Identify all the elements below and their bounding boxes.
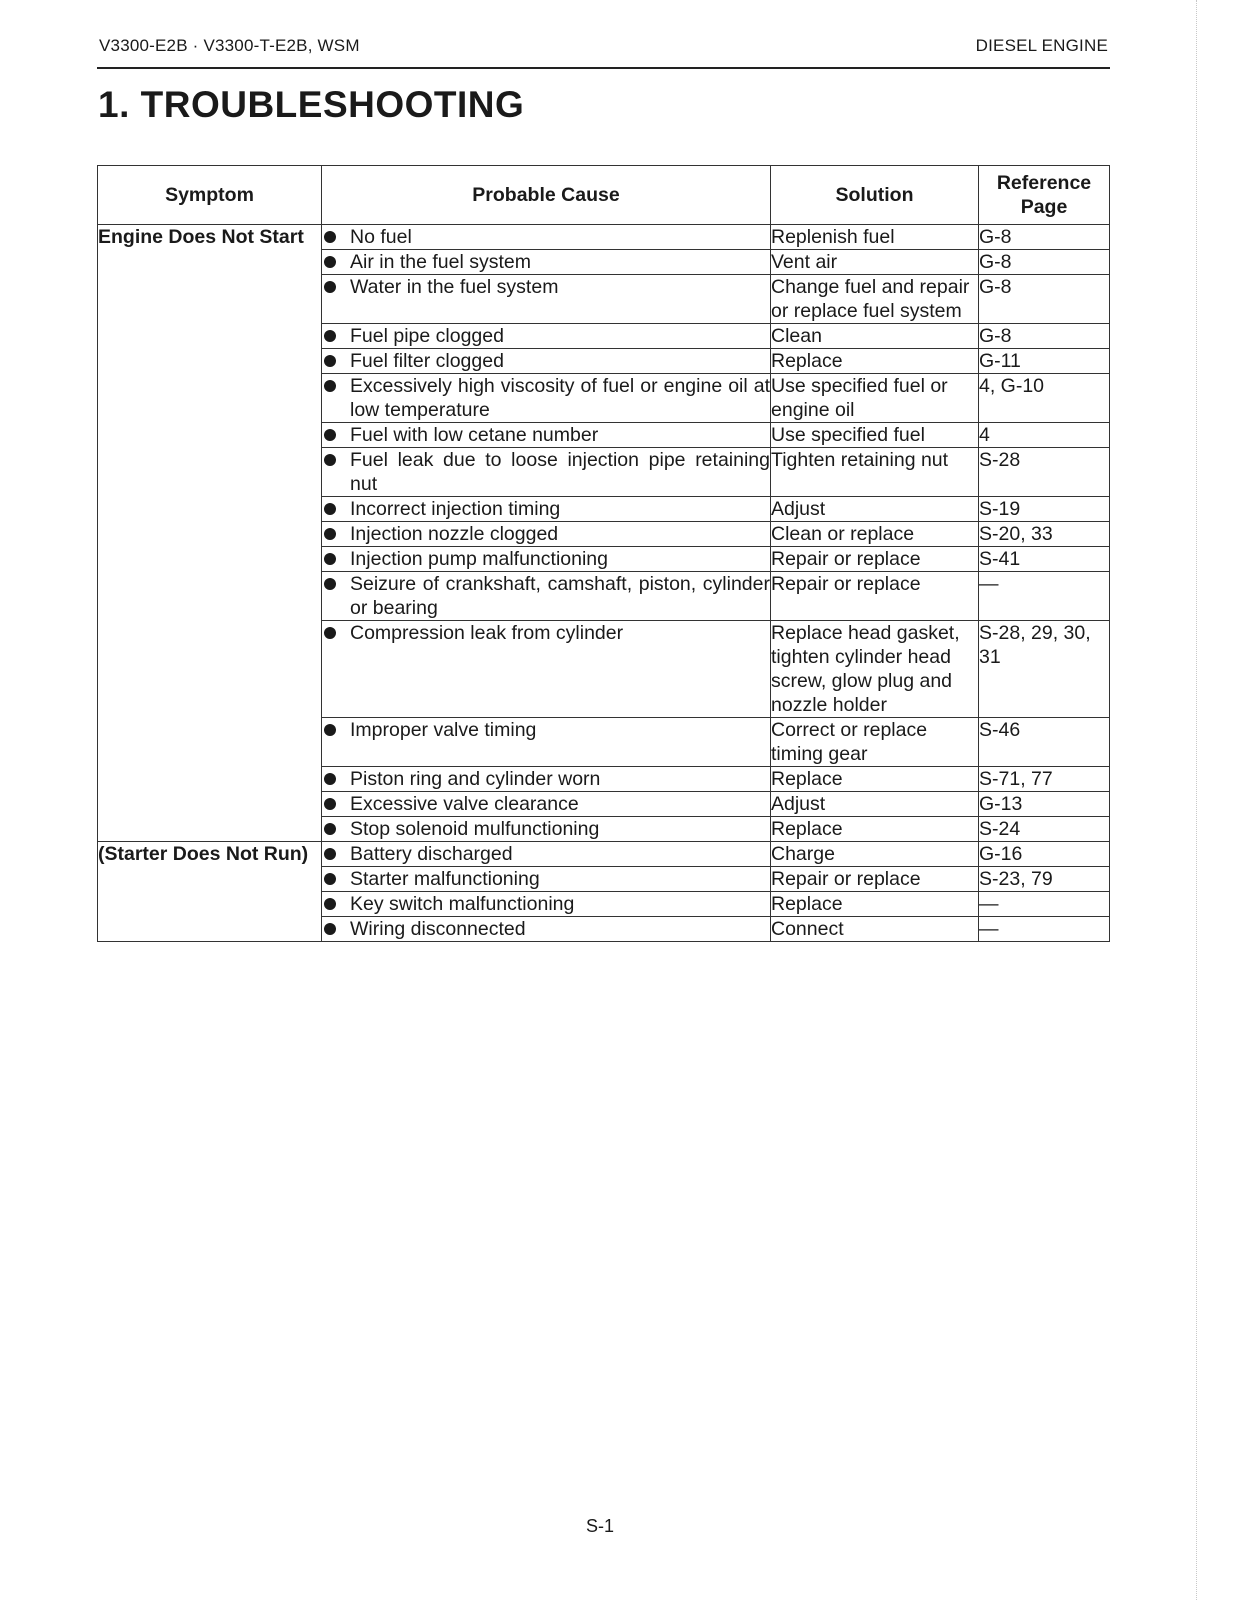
solution-cell: Clean or replace: [771, 522, 979, 547]
symptom-cell: Engine Does Not Start: [98, 225, 322, 842]
cause-text: Injection nozzle clogged: [350, 523, 559, 545]
page-title: 1. TROUBLESHOOTING: [98, 84, 525, 125]
solution-cell: Repair or replace: [771, 572, 979, 621]
cause-cell: [322, 867, 771, 892]
bullet-icon: [324, 848, 336, 860]
cause-cell: [322, 374, 771, 423]
cause-text: No fuel: [350, 226, 412, 248]
bullet-icon: [324, 528, 336, 540]
bullet-icon: [324, 231, 336, 243]
reference-cell: G-8: [979, 324, 1110, 349]
solution-cell: Tighten retaining nut: [771, 448, 979, 497]
cause-text: Piston ring and cylinder worn: [350, 768, 601, 790]
header-probable-cause: Probable Cause: [322, 166, 771, 225]
solution-cell: Replace: [771, 817, 979, 842]
header-symptom: Symptom: [98, 166, 322, 225]
reference-cell: S-41: [979, 547, 1110, 572]
cause-cell: [322, 225, 771, 250]
solution-cell: Repair or replace: [771, 547, 979, 572]
cause-cell: [322, 767, 771, 792]
cause-text: Incorrect injection timing: [350, 498, 561, 520]
cause-cell: [322, 817, 771, 842]
solution-cell: Adjust: [771, 497, 979, 522]
bullet-icon: [324, 281, 336, 293]
solution-cell: Clean: [771, 324, 979, 349]
page-number: S-1: [585, 1516, 614, 1536]
cause-cell: [322, 497, 771, 522]
cause-text: Seizure of crankshaft, camshaft, piston, cylinder or bearing: [350, 573, 770, 619]
reference-cell: G-8: [979, 250, 1110, 275]
table-header-row: [98, 166, 1110, 225]
solution-cell: Replenish fuel: [771, 225, 979, 250]
cause-cell: [322, 522, 771, 547]
cause-cell: [322, 892, 771, 917]
cause-cell: [322, 423, 771, 448]
reference-cell: G-8: [979, 275, 1110, 324]
solution-cell: Change fuel and repair or replace fuel system: [771, 275, 979, 324]
reference-cell: S-23, 79: [979, 867, 1110, 892]
cause-cell: [322, 448, 771, 497]
reference-cell: G-8: [979, 225, 1110, 250]
cause-text: Fuel leak due to loose injection pipe retaining nut: [350, 449, 770, 495]
solution-cell: Replace: [771, 892, 979, 917]
solution-cell: Adjust: [771, 792, 979, 817]
reference-cell: S-71, 77: [979, 767, 1110, 792]
cause-cell: [322, 842, 771, 867]
bullet-icon: [324, 898, 336, 910]
solution-cell: Use specified fuel or engine oil: [771, 374, 979, 423]
header-reference-page: Reference Page: [979, 166, 1110, 225]
table-row: [98, 225, 1110, 250]
page-edge-divider: [1196, 0, 1197, 1600]
cause-cell: [322, 547, 771, 572]
reference-cell: —: [979, 572, 1110, 621]
cause-text: Water in the fuel system: [350, 276, 559, 298]
solution-cell: Replace head gasket, tighten cylinder head screw, glow plug and nozzle holder: [771, 621, 979, 718]
bullet-icon: [324, 355, 336, 367]
bullet-icon: [324, 873, 336, 885]
troubleshooting-table: [97, 165, 1110, 942]
solution-cell: Replace: [771, 767, 979, 792]
bullet-icon: [324, 773, 336, 785]
bullet-icon: [324, 380, 336, 392]
bullet-icon: [324, 503, 336, 515]
bullet-icon: [324, 553, 336, 565]
reference-cell: S-24: [979, 817, 1110, 842]
table-body: [98, 225, 1110, 942]
header-solution: Solution: [771, 166, 979, 225]
solution-cell: Repair or replace: [771, 867, 979, 892]
solution-cell: Charge: [771, 842, 979, 867]
cause-text: Excessive valve clearance: [350, 793, 579, 815]
header-model: V3300-E2B · V3300-T-E2B, WSM: [99, 36, 360, 55]
cause-cell: [322, 792, 771, 817]
solution-cell: Use specified fuel: [771, 423, 979, 448]
reference-cell: —: [979, 917, 1110, 942]
bullet-icon: [324, 823, 336, 835]
solution-cell: Vent air: [771, 250, 979, 275]
bullet-icon: [324, 429, 336, 441]
cause-text: Fuel pipe clogged: [350, 325, 504, 347]
bullet-icon: [324, 578, 336, 590]
bullet-icon: [324, 454, 336, 466]
cause-text: Air in the fuel system: [350, 251, 531, 273]
cause-text: Fuel with low cetane number: [350, 424, 599, 446]
cause-cell: [322, 349, 771, 374]
bullet-icon: [324, 724, 336, 736]
cause-text: Wiring disconnected: [350, 918, 526, 940]
cause-text: Injection pump malfunctioning: [350, 548, 608, 570]
cause-text: Compression leak from cylinder: [350, 622, 624, 644]
table-row: [98, 842, 1110, 867]
cause-cell: [322, 324, 771, 349]
reference-cell: S-19: [979, 497, 1110, 522]
reference-cell: S-20, 33: [979, 522, 1110, 547]
cause-cell: [322, 572, 771, 621]
bullet-icon: [324, 798, 336, 810]
cause-cell: [322, 917, 771, 942]
reference-cell: S-46: [979, 718, 1110, 767]
bullet-icon: [324, 256, 336, 268]
header-section: DIESEL ENGINE: [975, 36, 1108, 55]
cause-text: Excessively high viscosity of fuel or engine oil at low temperature: [350, 375, 770, 421]
cause-text: Stop solenoid mulfunctioning: [350, 818, 600, 840]
reference-cell: 4, G-10: [979, 374, 1110, 423]
page-header: [97, 34, 1110, 69]
reference-cell: G-13: [979, 792, 1110, 817]
cause-cell: [322, 250, 771, 275]
cause-cell: [322, 621, 771, 718]
bullet-icon: [324, 627, 336, 639]
cause-cell: [322, 275, 771, 324]
reference-cell: S-28, 29, 30, 31: [979, 621, 1110, 718]
cause-cell: [322, 718, 771, 767]
cause-text: Improper valve timing: [350, 719, 537, 741]
reference-cell: —: [979, 892, 1110, 917]
cause-text: Key switch malfunctioning: [350, 893, 575, 915]
symptom-cell: (Starter Does Not Run): [98, 842, 322, 942]
reference-cell: G-16: [979, 842, 1110, 867]
reference-cell: S-28: [979, 448, 1110, 497]
cause-text: Battery discharged: [350, 843, 513, 865]
solution-cell: Correct or replace timing gear: [771, 718, 979, 767]
solution-cell: Connect: [771, 917, 979, 942]
bullet-icon: [324, 923, 336, 935]
cause-text: Fuel filter clogged: [350, 350, 504, 372]
reference-cell: 4: [979, 423, 1110, 448]
solution-cell: Replace: [771, 349, 979, 374]
bullet-icon: [324, 330, 336, 342]
reference-cell: G-11: [979, 349, 1110, 374]
cause-text: Starter malfunctioning: [350, 868, 540, 890]
